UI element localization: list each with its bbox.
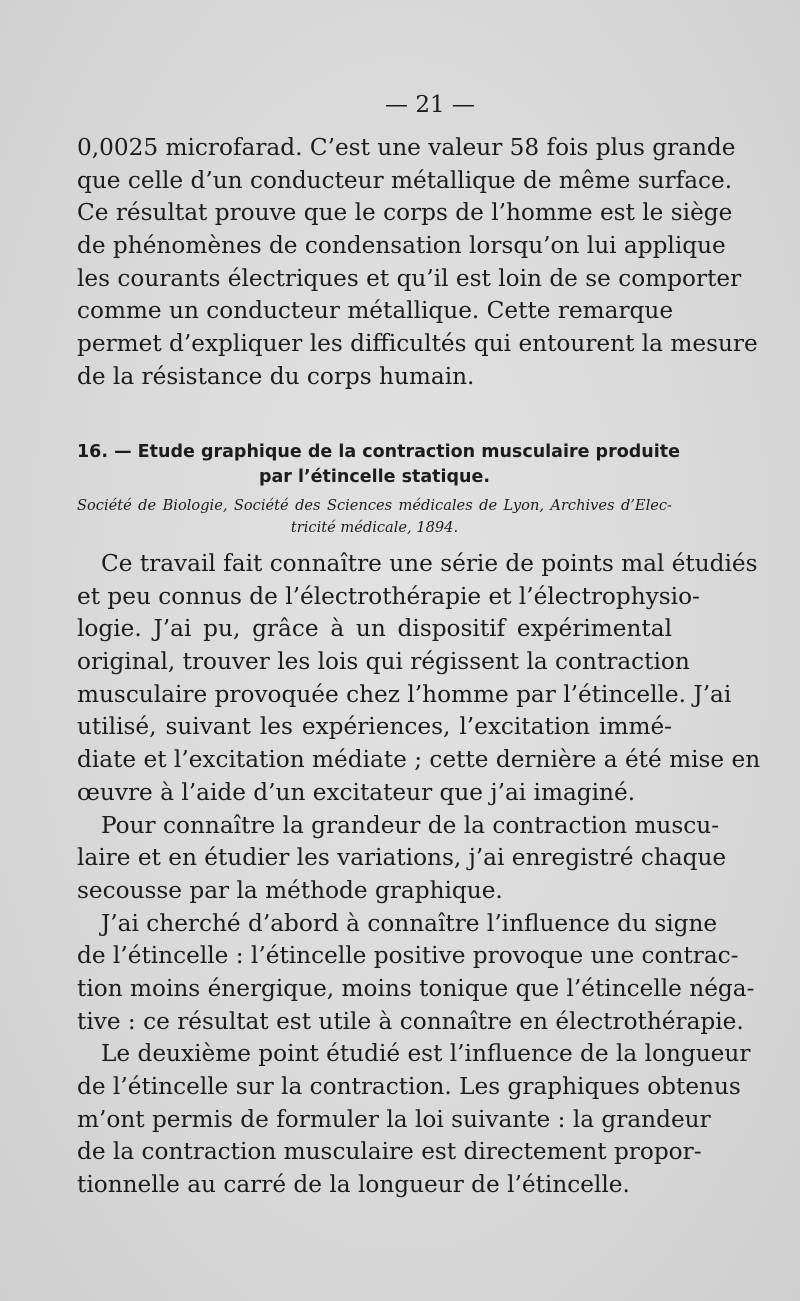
paragraph-3	[77, 810, 727, 908]
text-line: Pour connaître la grandeur de la contraction muscu-	[101, 811, 720, 839]
text-line: musculaire provoquée chez l’homme par l’étincelle. J’ai	[77, 680, 732, 708]
text-line: secousse par la méthode graphique.	[77, 876, 503, 904]
text-line: logie. J’ai pu, grâce à un dispositif expérimental	[77, 615, 672, 643]
paragraph-5	[77, 1038, 751, 1201]
paragraph-4	[77, 908, 755, 1039]
text-line: et peu connus de l’électrothérapie et l’électrophysio-	[77, 582, 700, 610]
text-line: original, trouver les lois qui régissent la contraction	[77, 648, 690, 676]
section-heading	[77, 440, 680, 490]
text-line: diate et l’excitation médiate ; cette dernière a été mise en	[77, 746, 761, 774]
section-title-line-2: par l’étincelle statique.	[258, 467, 491, 487]
citation-line-2: tricité médicale, 1894.	[290, 519, 459, 536]
text-line: Ce résultat prouve que le corps de l’homme est le siège	[77, 199, 733, 227]
text-line: permet d’expliquer les difficultés qui entourent la mesure	[77, 330, 758, 358]
text-line: œuvre à l’aide d’un excitateur que j’ai imaginé.	[77, 778, 636, 806]
text-line: que celle d’un conducteur métallique de même surface.	[77, 166, 733, 194]
text-line: Ce travail fait connaître une série de points mal étudiés	[101, 550, 758, 577]
paragraph-2	[77, 548, 761, 810]
text-line: m’ont permis de formuler la loi suivante : la grandeur	[77, 1105, 711, 1133]
paragraph-1	[77, 132, 758, 394]
text-line: utilisé, suivant les expériences, l’excitation immé-	[77, 713, 672, 741]
section-title-line-1: 16. — Etude graphique de la contraction musculaire produite	[77, 442, 680, 462]
text-line: laire et en étudier les variations, j’ai enregistré chaque	[77, 844, 727, 872]
section-body	[77, 548, 761, 1202]
text-line: J’ai cherché d’abord à connaître l’influence du signe	[101, 909, 718, 937]
text-line: de l’étincelle : l’étincelle positive provoque une contrac-	[77, 942, 739, 970]
text-line: Le deuxième point étudié est l’influence de la longueur	[101, 1040, 751, 1068]
text-line: comme un conducteur métallique. Cette remarque	[77, 297, 674, 325]
citation-line-1: Société de Biologie, Société des Sciences médicales de Lyon, Archives d’Elec-	[77, 497, 672, 514]
text-line: les courants électriques et qu’il est loin de se comporter	[77, 264, 742, 292]
section-citation	[77, 495, 672, 539]
text-line: tion moins énergique, moins tonique que l’étincelle néga-	[77, 974, 755, 1002]
text-line: de la résistance du corps humain.	[77, 362, 475, 390]
text-line: 0,0025 microfarad. C’est une valeur 58 fois plus grande	[77, 134, 736, 161]
text-line: tive : ce résultat est utile à connaître en électrothérapie.	[77, 1007, 744, 1035]
page-number: — 21 —	[385, 92, 475, 118]
text-line: de phénomènes de condensation lorsqu’on lui applique	[77, 232, 726, 260]
text-line: tionnelle au carré de la longueur de l’étincelle.	[77, 1171, 630, 1199]
text-line: de l’étincelle sur la contraction. Les graphiques obtenus	[77, 1073, 741, 1100]
text-line: de la contraction musculaire est directement propor-	[77, 1138, 702, 1166]
